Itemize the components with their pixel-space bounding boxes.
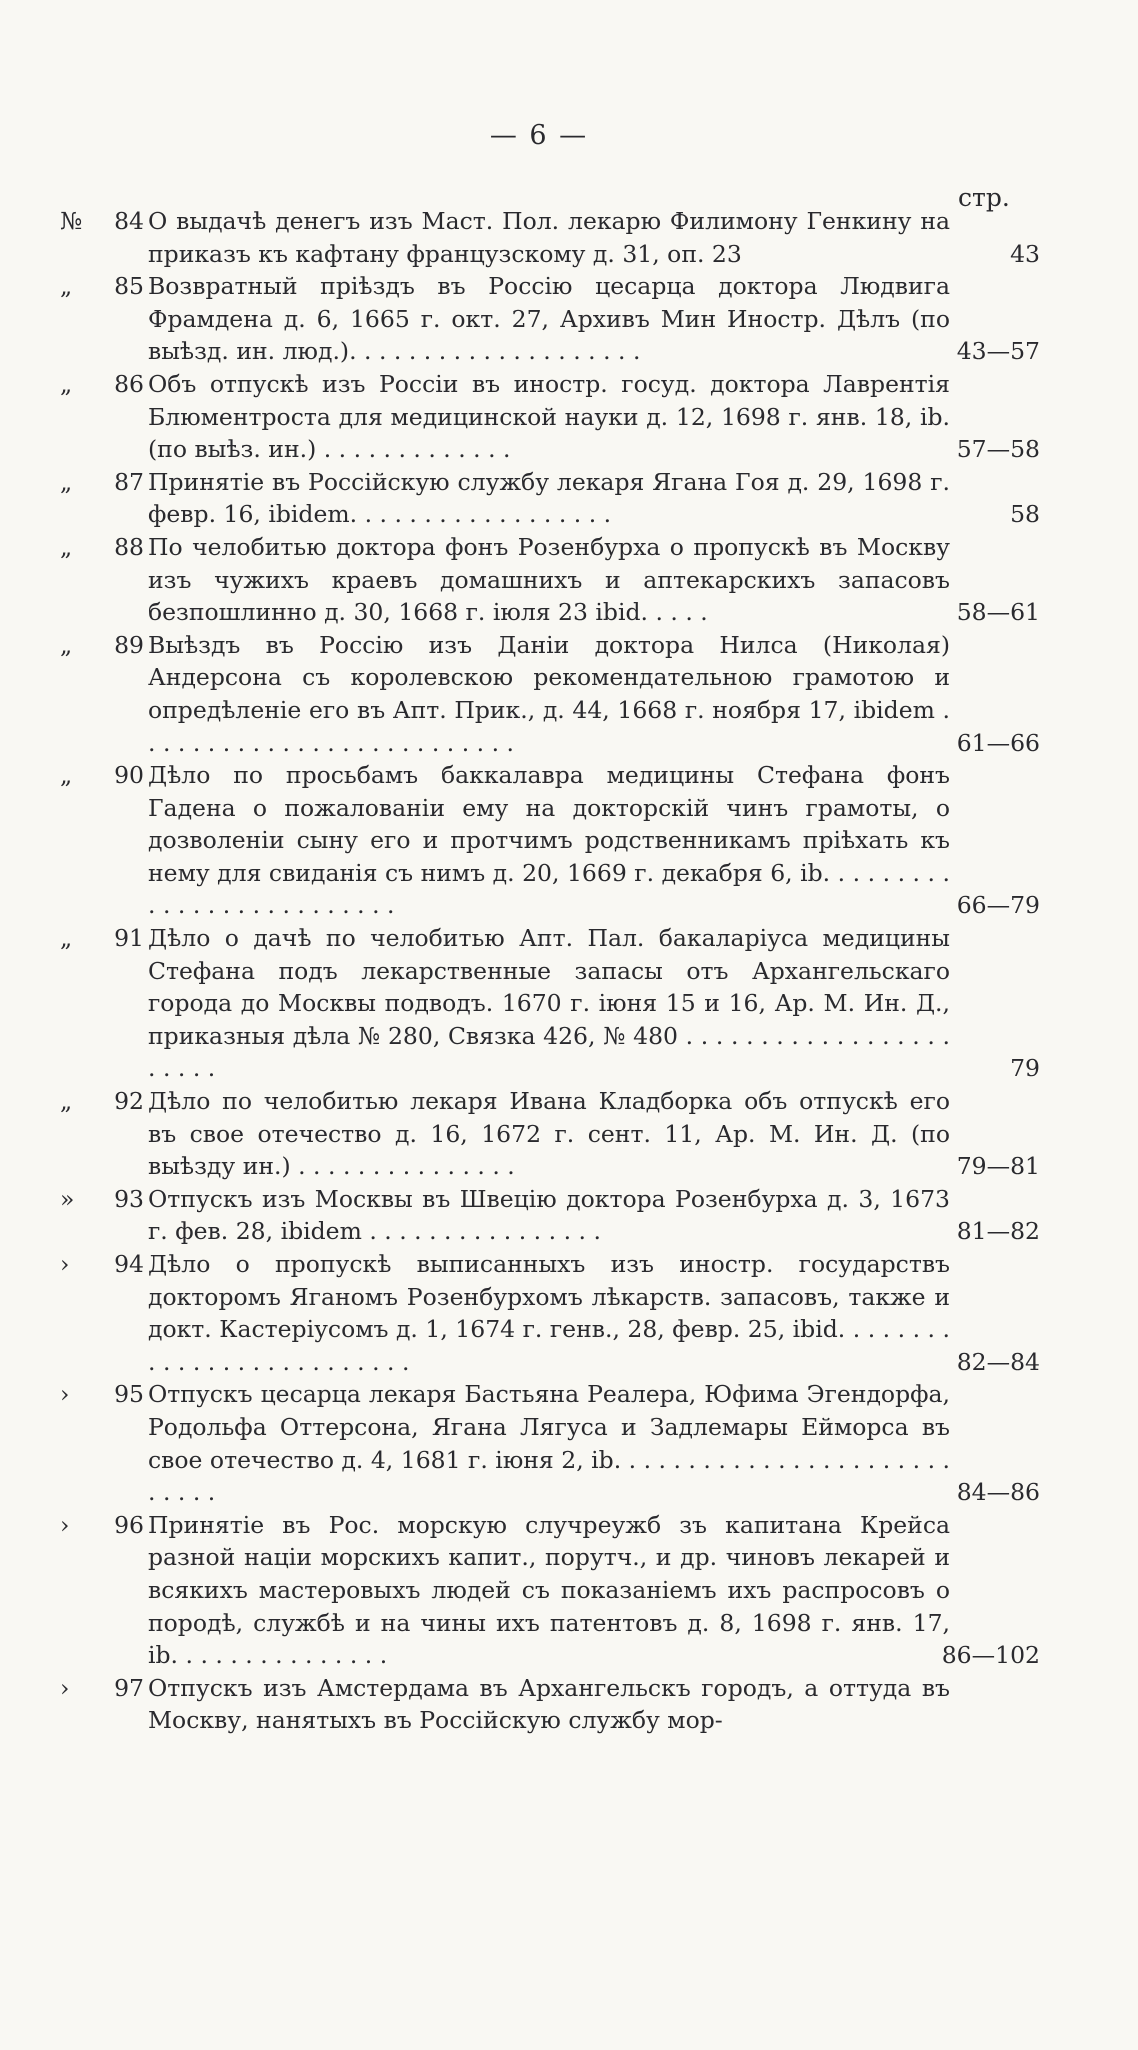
entry-marker: „ [60,467,73,496]
list-item [60,759,1040,922]
entry-number: 93 [114,1184,144,1213]
entry-marker: › [60,1380,70,1409]
entry-marker: „ [60,369,73,398]
list-item [60,1509,1040,1672]
list-item [60,1085,1040,1183]
list-item [60,1183,1040,1248]
entry-number: 86 [114,369,144,398]
entry-pages: 79 [1010,1054,1040,1083]
entry-number: 85 [114,272,144,301]
list-item [60,1248,1040,1378]
entry-pages: 79—81 [956,1152,1040,1181]
entry-marker: „ [60,924,73,953]
entry-number: 96 [114,1510,144,1539]
entry-number: 95 [114,1380,144,1409]
entry-pages: 57—58 [956,435,1040,464]
entry-text: Дѣло по просьбамъ баккалавра медицины Стефана фонъ Гадена о пожалованіи ему на докторскій чинъ грамоты, о дозволеніи сыну его и протчимъ родственникамъ пріѣхать къ нему для свиданія съ нимъ д. 20, 1669 г. декабря 6, ib. . . . . . . . . . . . . . . . . . . . . . . . . . [148,761,950,920]
entry-text: Объ отпускѣ изъ Россіи въ иностр. госуд. доктора Лаврентія Блюментроста для медицинской науки д. 12, 1698 г. янв. 18, ib. (по выѣз. ин.) . . . . . . . . . . . . . [148,369,950,464]
entry-pages: 82—84 [956,1347,1040,1376]
entry-pages: 43 [1010,239,1040,268]
list-item [60,205,1040,270]
list-item [60,629,1040,759]
entry-text: Принятіе въ Россійскую службу лекаря Ягана Гоя д. 29, 1698 г. февр. 16, ibidem. . . . . . . . . . . . . . . . . . [148,467,950,529]
entry-marker: › [60,1510,70,1539]
entry-marker: „ [60,272,73,301]
entries-list [60,205,1040,1737]
entry-marker: „ [60,630,73,659]
entry-marker: „ [60,532,73,561]
entry-text: Дѣло о дачѣ по челобитью Апт. Пал. бакаларіуса медицины Стефана подъ лекарственные запасы отъ Архангельскаго города до Москвы подводъ. 1670 г. іюня 15 и 16, Ар. М. Ин. Д., приказныя дѣла № 280, Связка 426, № 480 . . . . . . . . . . . . . . . . . . . . . . . [148,924,950,1083]
list-item [60,466,1040,531]
entry-number: 88 [114,532,144,561]
entry-marker: „ [60,761,73,790]
entry-pages: 43—57 [956,337,1040,366]
entry-text: Дѣло о пропускѣ выписанныхъ изъ иностр. государствъ докторомъ Яганомъ Розенбурхомъ лѣкарств. запасовъ, также и докт. Кастеріусомъ д. 1, 1674 г. генв., 28, февр. 25, ibid. . . . . . . . . . . . . . . . . . . . . . . . . . [148,1250,950,1376]
entry-number: 92 [114,1087,144,1116]
list-item [60,1378,1040,1508]
entry-number: 87 [114,467,144,496]
entry-number: 91 [114,924,144,953]
list-item [60,922,1040,1085]
entry-text: Выѣздъ въ Россію изъ Даніи доктора Нилса (Николая) Андерсона съ королевскою рекомендательною грамотою и опредѣленіе его въ Апт. Прик., д. 44, 1668 г. ноября 17, ibidem . . . . . . . . . . . . . . . . . . . . . . . . . . [148,630,950,757]
entry-marker: » [60,1184,75,1213]
entry-text: Возвратный пріѣздъ въ Россію цесарца доктора Людвига Фрамдена д. 6, 1665 г. окт. 27, Архивъ Мин Иностр. Дѣлъ (по выѣзд. ин. люд.). . . . . . . . . . . . . . . . . . . . [148,272,950,366]
entry-text: О выдачѣ денегъ изъ Маст. Пол. лекарю Филимону Генкину на приказъ къ кафтану французскому д. 31, оп. 23 [148,207,950,268]
entry-text: Принятіе въ Рос. морскую случреужб зъ капитана Крейса разной націи морскихъ капит., порутч., и др. чиновъ лекарей и всякихъ мастеровыхъ людей съ показаніемъ ихъ распросовъ о породѣ, службѣ и на чины ихъ патентовъ д. 8, 1698 г. янв. 17, ib. . . . . . . . . . . . . . . [148,1510,950,1670]
entry-text: По челобитью доктора фонъ Розенбурха о пропускѣ въ Москву изъ чужихъ краевъ домашнихъ и аптекарскихъ запасовъ безпошлинно д. 30, 1668 г. іюля 23 ibid. . . . . [148,532,950,627]
entry-pages: 86—102 [941,1641,1040,1670]
entry-pages: 84—86 [956,1478,1040,1507]
list-item [60,368,1040,466]
entry-pages: 81—82 [956,1217,1040,1246]
page-number: — 6 — [489,120,589,151]
entry-pages: 58—61 [956,598,1040,627]
list-item [60,531,1040,629]
entry-pages: 58 [1010,500,1040,529]
list-item [60,1672,1040,1737]
entry-number: 94 [114,1250,144,1278]
entry-text: Отпускъ изъ Амстердама въ Архангельскъ городъ, а оттуда въ Москву, нанятыхъ въ Россійскую службу мор- [148,1673,950,1735]
entry-number: 84 [114,207,144,235]
entry-marker: › [60,1250,70,1278]
entry-text: Отпускъ изъ Москвы въ Швецію доктора Розенбурха д. 3, 1673 г. фев. 28, ibidem . . . . . . . . . . . . . . . . [148,1184,950,1246]
list-item [60,270,1040,368]
entry-number: 90 [114,761,144,790]
entry-text: Дѣло по челобитью лекаря Ивана Кладборка объ отпускѣ его въ свое отечество д. 16, 1672 г. сент. 11, Ар. М. Ин. Д. (по выѣзду ин.) . . . . . . . . . . . . . . . [148,1087,950,1181]
entry-pages: 61—66 [956,728,1040,757]
entry-text: Отпускъ цесарца лекаря Бастьяна Реалера, Юфима Эгендорфа, Родольфа Оттерсона, Ягана Лягуса и Задлемары Еймopca въ свое отечество д. 4, 1681 г. іюня 2, ib. . . . . . . . . . . . . . . . . . . . . . . . . . . . [148,1380,950,1507]
entry-marker: № [60,207,83,235]
entry-number: 89 [114,630,144,659]
entry-number: 97 [114,1673,144,1702]
entry-marker: › [60,1673,70,1702]
entry-pages: 66—79 [956,891,1040,920]
entry-marker: „ [60,1087,73,1116]
pages-column-header: стр. [958,183,1010,212]
